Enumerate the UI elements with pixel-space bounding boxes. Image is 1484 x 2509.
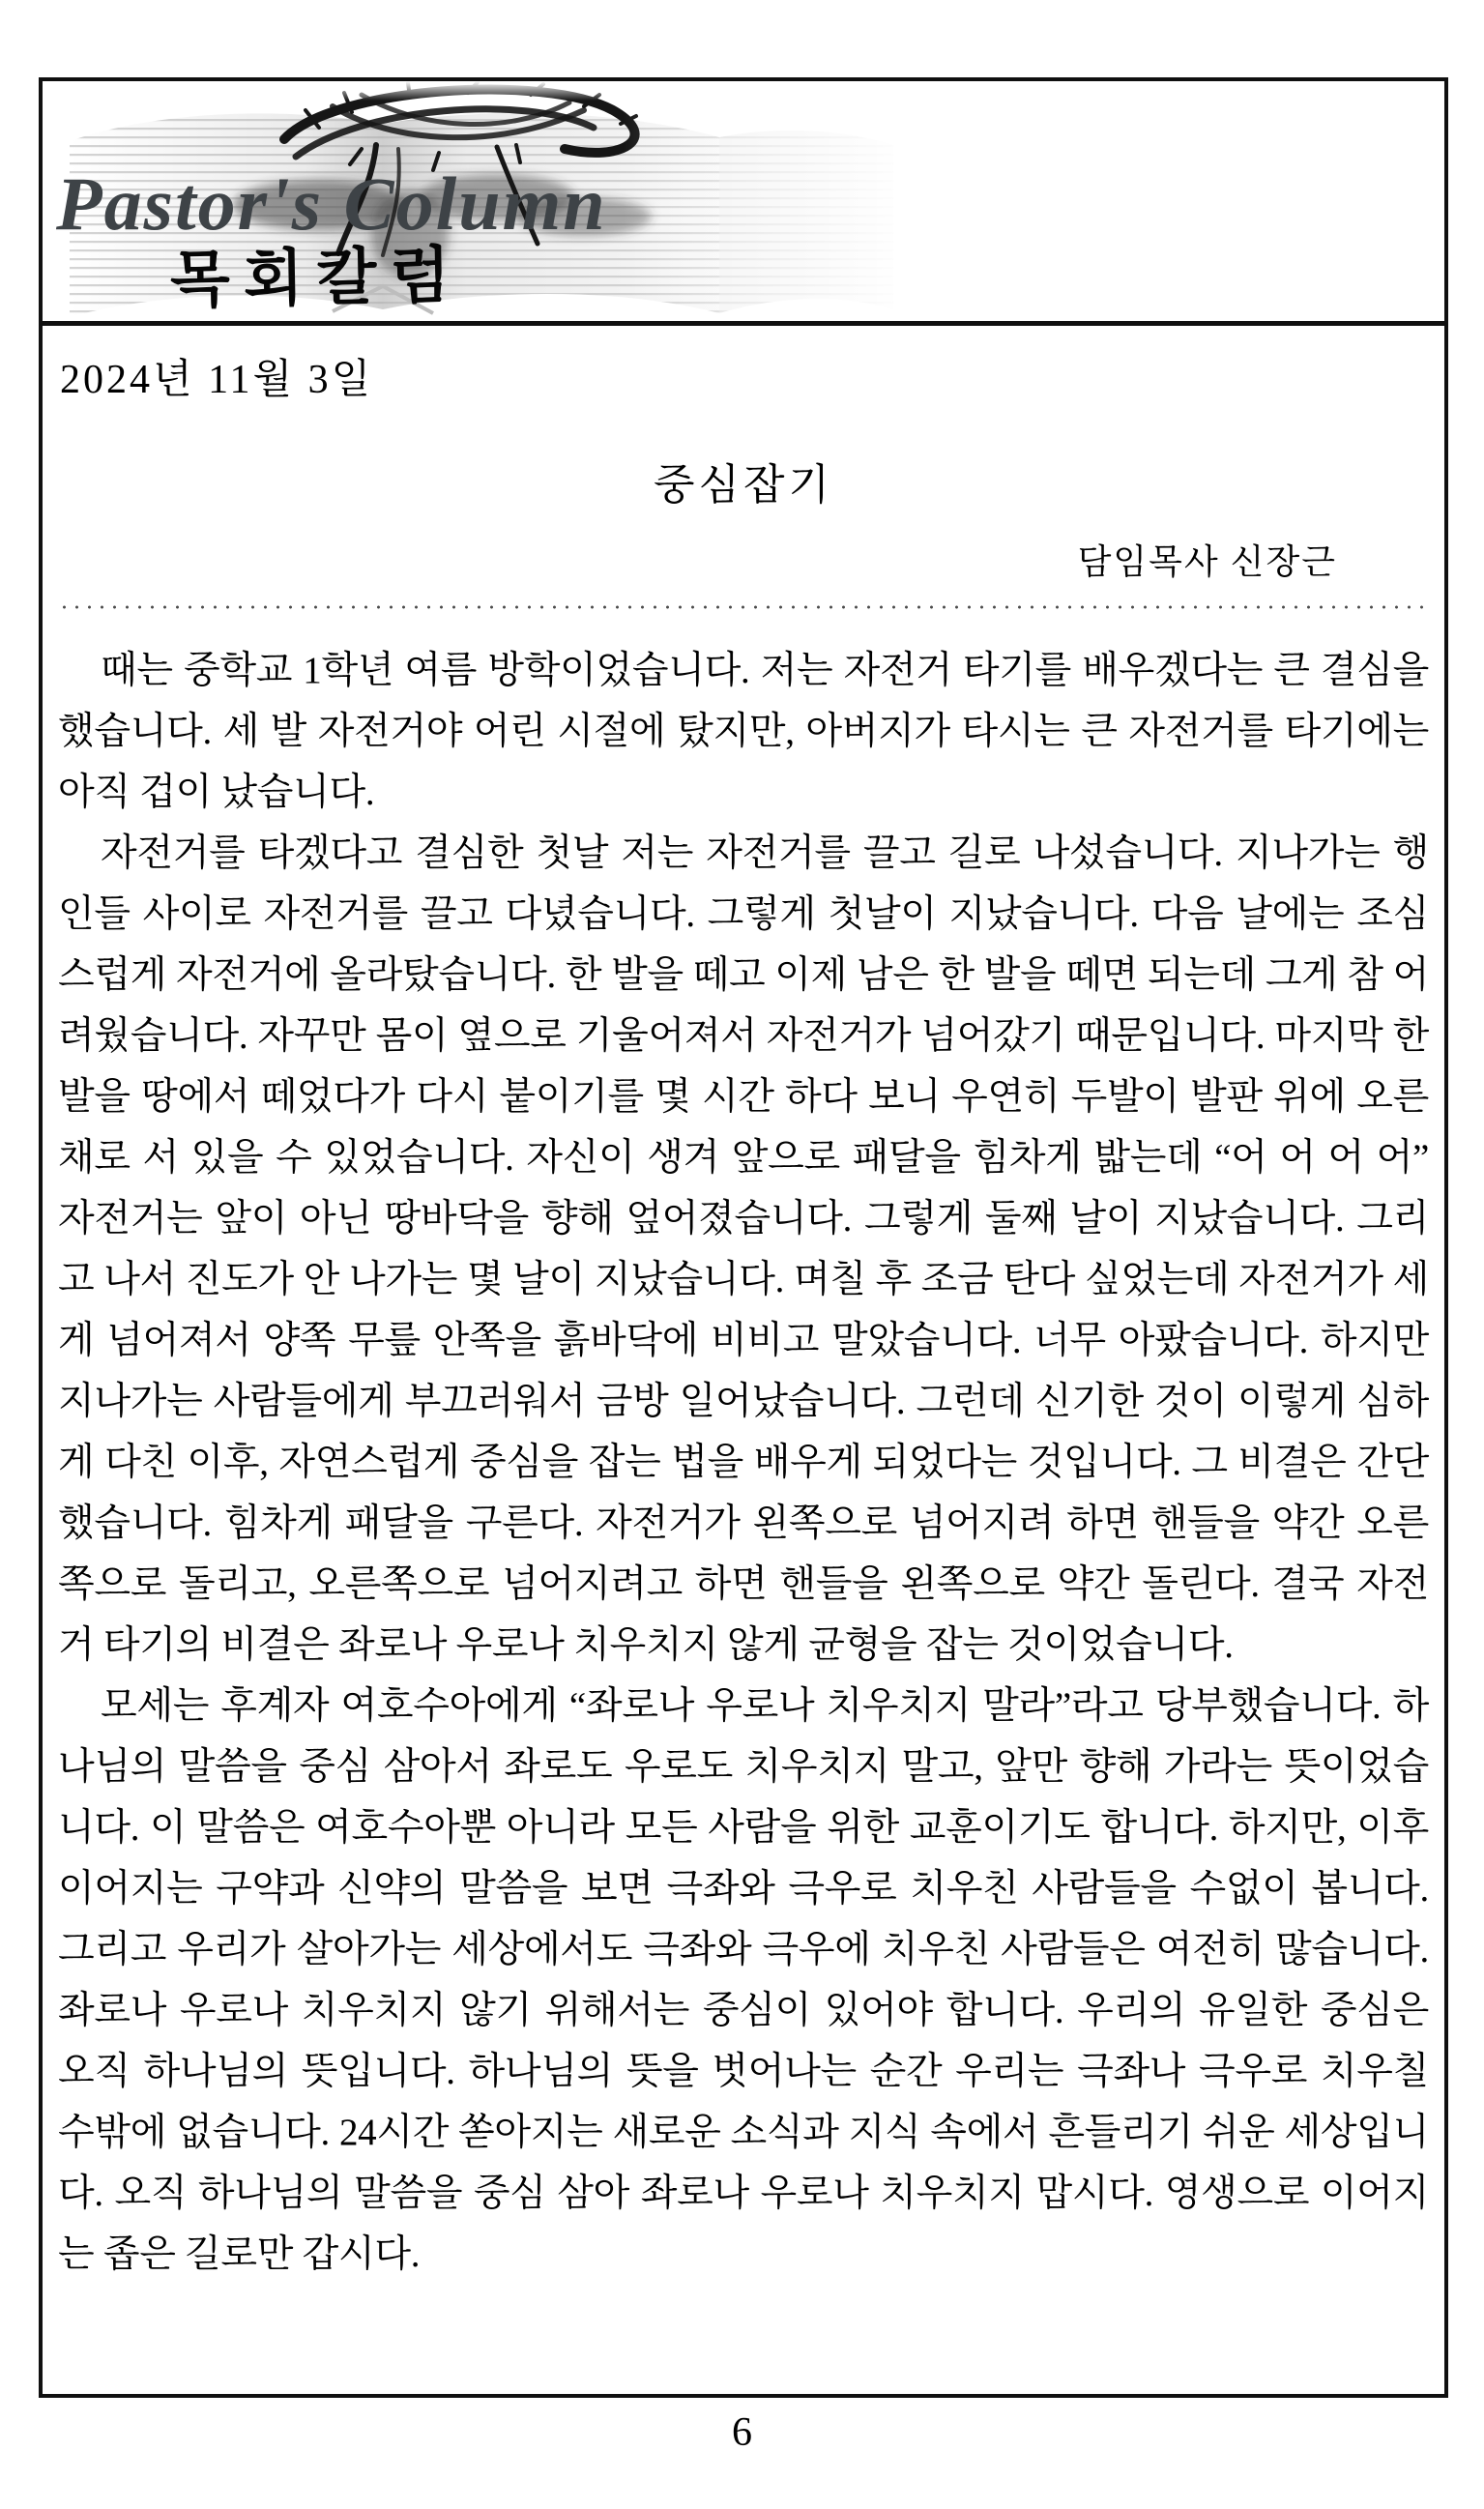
masthead-title: Pastor's Column — [56, 161, 607, 246]
article-author: 담임목사 신장근 — [1077, 542, 1337, 581]
masthead — [43, 81, 1444, 326]
page-number: 6 — [732, 2410, 752, 2455]
article-date: 2024년 11월 3일 — [60, 358, 374, 402]
page-border-frame — [39, 77, 1448, 2398]
article-paragraph: 자전거를 타겠다고 결심한 첫날 저는 자전거를 끌고 길로 나섰습니다. 지나가는 행인들 사이로 자전거를 끌고 다녔습니다. 그렇게 첫날이 지났습니다. 다음 날에는 조심스럽게 자전거에 올라탔습니다. 한 발을 떼고 이제 남은 한 발을 떼면 되는데 그게 참 어려웠습니다. 자꾸만 몸이 옆으로 기울어져서 자전거가 넘어갔기 때문입니다. 마지막 한 발을 땅에서 떼었다가 다시 붙이기를 몇 시간 하다 보니 우연히 두발이 발판 위에 오른 채로 서 있을 수 있었습니다. 자신이 생겨 앞으로 패달을 힘차게 밟는데 “어 어 어 어” 자전거는 앞이 아닌 땅바닥을 향해 엎어졌습니다. 그렇게 둘째 날이 지났습니다. 그리고 나서 진도가 안 나가는 몇 날이 지났습니다. 며칠 후 조금 탄다 싶었는데 자전거가 세게 넘어져서 양쪽 무릎 안쪽을 흙바닥에 비비고 말았습니다. 너무 아팠습니다. 하지만 지나가는 사람들에게 부끄러워서 금방 일어났습니다. 그런데 신기한 것이 이렇게 심하게 다친 이후, 자연스럽게 중심을 잡는 법을 배우게 되었다는 것입니다. 그 비결은 간단했습니다. 힘차게 패달을 구른다. 자전거가 왼쪽으로 넘어지려 하면 핸들을 약간 오른쪽으로 돌리고, 오른쪽으로 넘어지려고 하면 핸들을 왼쪽으로 약간 돌린다. 결국 자전거 타기의 비결은 좌로나 우로나 치우치지 않게 균형을 잡는 것이었습니다. — [58, 832, 1429, 1666]
article — [43, 347, 1444, 2285]
dotted-divider — [58, 605, 1429, 609]
article-paragraph: 모세는 후계자 여호수아에게 “좌로나 우로나 치우치지 말라”라고 당부했습니다. 하나님의 말씀을 중심 삼아서 좌로도 우로도 치우치지 말고, 앞만 향해 가라는 뜻이었습니다. 이 말씀은 여호수아뿐 아니라 모든 사람을 위한 교훈이기도 합니다. 하지만, 이후 이어지는 구약과 신약의 말씀을 보면 극좌와 극우로 치우친 사람들을 수없이 봅니다. 그리고 우리가 살아가는 세상에서도 극좌와 극우에 치우친 사람들은 여전히 많습니다. 좌로나 우로나 치우치지 않기 위해서는 중심이 있어야 합니다. 우리의 유일한 중심은 오직 하나님의 뜻입니다. 하나님의 뜻을 벗어나는 순간 우리는 극좌나 극우로 치우칠 수밖에 없습니다. 24시간 쏟아지는 새로운 소식과 지식 속에서 흔들리기 쉬운 세상입니다. 오직 하나님의 말씀을 중심 삼아 좌로나 우로나 치우치지 맙시다. 영생으로 이어지는 좁은 길로만 갑시다. — [58, 1685, 1429, 2275]
masthead-subtitle: 목회칼럼 — [169, 241, 464, 315]
article-paragraph: 때는 중학교 1학년 여름 방학이었습니다. 저는 자전거 타기를 배우겠다는 큰 결심을 했습니다. 세 발 자전거야 어린 시절에 탔지만, 아버지가 타시는 큰 자전거를 타기에는 아직 겁이 났습니다. — [58, 650, 1429, 813]
article-title: 중심잡기 — [653, 461, 833, 509]
article-body — [58, 640, 1429, 2285]
